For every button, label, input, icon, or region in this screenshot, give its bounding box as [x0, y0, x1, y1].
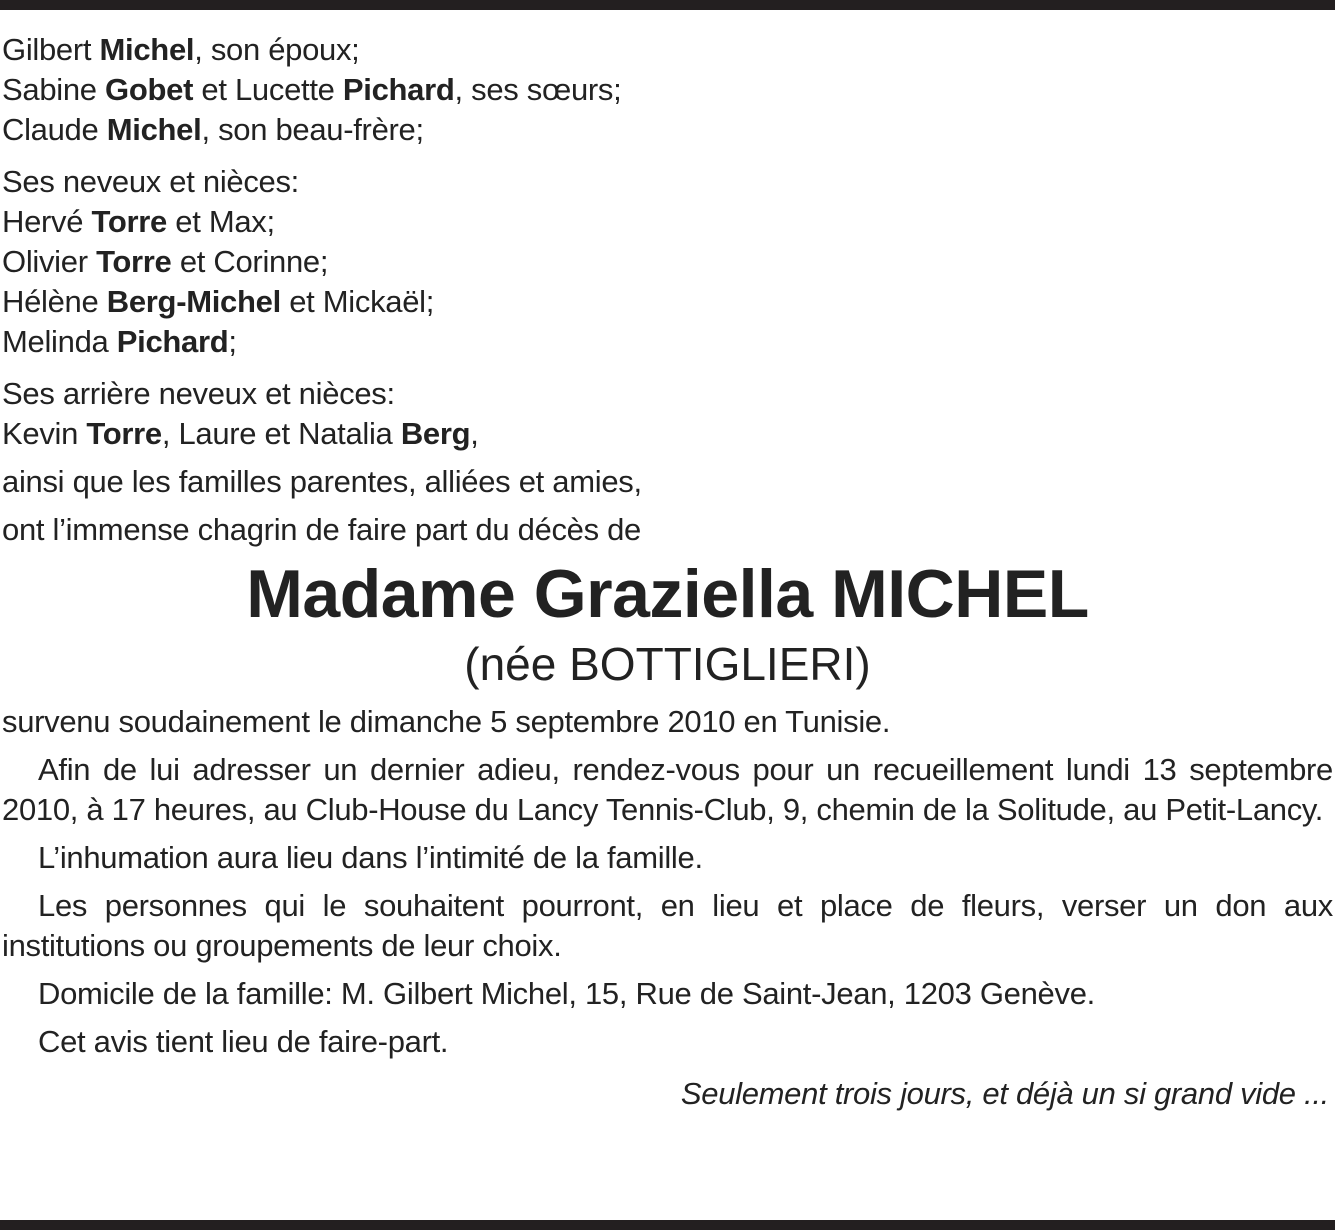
great-nephews-header: Ses arrière neveux et nièces: [2, 376, 395, 411]
announce-line: ont l’immense chagrin de faire part du décès de [2, 512, 641, 547]
deceased-name: Madame Graziella MICHEL [246, 556, 1089, 632]
notice-paragraph: Cet avis tient lieu de faire-part. [38, 1024, 449, 1059]
domicile-paragraph: Domicile de la famille: M. Gilbert Michel, 15, Rue de Saint-Jean, 1203 Genève. [38, 976, 1095, 1011]
bottom-rule [0, 1220, 1335, 1230]
nephew-line: Hervé Torre et Max; [2, 204, 275, 239]
top-rule [0, 0, 1335, 10]
nephew-line: Olivier Torre et Corinne; [2, 244, 329, 279]
families-line: ainsi que les familles parentes, alliées et amies, [2, 464, 642, 499]
brother-in-law-line: Claude Michel, son beau-frère; [2, 112, 424, 147]
nephew-line: Hélène Berg-Michel et Mickaël; [2, 284, 435, 319]
immediate-family [2, 30, 1333, 150]
ceremony-paragraph: Afin de lui adresser un dernier adieu, rendez-vous pour un recueillement lundi 13 septembre 2010, à 17 heures, au Club-House du Lancy Tennis-Club, 9, chemin de la Solitude, au Petit-Lancy. [2, 752, 1333, 827]
nephews-header: Ses neveux et nièces: [2, 164, 299, 199]
great-nephews-group [2, 374, 1333, 454]
birth-name: (née BOTTIGLIERI) [464, 638, 871, 690]
nephew-line: Melinda Pichard; [2, 324, 237, 359]
donation-paragraph: Les personnes qui le souhaitent pourront, en lieu et place de fleurs, verser un don aux institutions ou groupements de leur choix. [2, 888, 1333, 963]
husband-line: Gilbert Michel, son époux; [2, 32, 360, 67]
burial-paragraph: L’inhumation aura lieu dans l’intimité de la famille. [38, 840, 703, 875]
notice-content [2, 30, 1333, 1114]
great-nephews-line: Kevin Torre, Laure et Natalia Berg, [2, 416, 479, 451]
closing-quote: Seulement trois jours, et déjà un si grand vide ... [680, 1076, 1329, 1111]
sisters-line: Sabine Gobet et Lucette Pichard, ses sœurs; [2, 72, 622, 107]
death-paragraph: survenu soudainement le dimanche 5 septembre 2010 en Tunisie. [2, 704, 891, 739]
nephews-group [2, 162, 1333, 362]
